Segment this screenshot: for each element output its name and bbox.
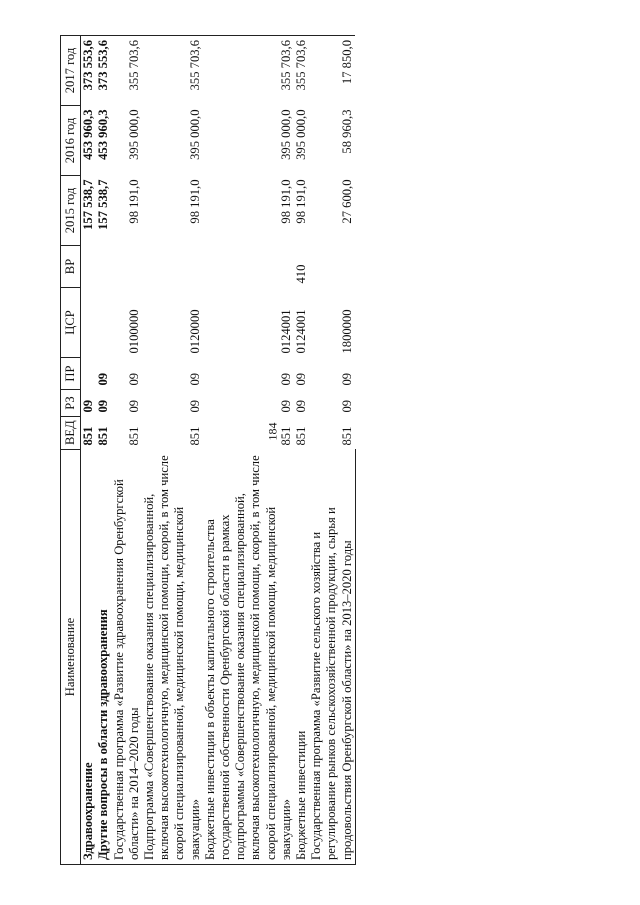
row-name: Бюджетные инвестиции в объекты капитального строительства государственной собственности Оренбургской области в рамках подпрограммы «Совершенствование оказания специализированной, включая высокотехнологичную, медицинской помощи, скорой, в том числе скорой специализированной, медицинской помощи, медицинской эвакуации» <box>203 450 294 865</box>
table-row <box>294 36 309 865</box>
row-rz: 09 <box>96 399 111 413</box>
header-name: Наименование <box>61 450 81 865</box>
row-2017: 373 553,6 <box>81 36 97 106</box>
row-pr: 09 <box>96 372 111 386</box>
row-rz: 09 <box>278 399 293 413</box>
row-vr <box>112 246 142 288</box>
header-ved: ВЕД <box>61 417 81 450</box>
row-2015: 27 600,0 <box>340 179 355 224</box>
row-pr: 09 <box>126 372 141 386</box>
row-name: Здравоохранение <box>81 450 97 865</box>
row-2016: 453 960,3 <box>96 109 111 160</box>
header-rz: РЗ <box>61 390 81 417</box>
row-name: Государственная программа «Развитие сельского хозяйства и регулирование рынков сельскохозяйственной продукции, сырья и продовольствия Оренбургской области» на 2013–2020 годы <box>309 450 355 865</box>
row-rz: 09 <box>126 399 141 413</box>
row-csr: 1800000 <box>340 309 355 354</box>
row-2017: 17 850,0 <box>309 36 355 106</box>
row-2016: 58 960,3 <box>340 109 355 154</box>
row-name: Бюджетные инвестиции <box>294 450 309 865</box>
row-2016: 395 000,0 <box>294 109 309 160</box>
row-2015: 98 191,0 <box>187 179 202 224</box>
table-row <box>96 36 111 865</box>
row-csr: 0120000 <box>187 309 202 354</box>
row-pr <box>81 358 97 390</box>
row-ved: 851 <box>81 426 96 446</box>
page-number: 184 <box>265 422 280 441</box>
row-2015: 98 191,0 <box>294 179 309 224</box>
row-csr: 0100000 <box>126 309 141 354</box>
row-ved: 851 <box>187 426 202 446</box>
row-vr <box>203 246 294 288</box>
row-2016: 453 960,3 <box>81 109 96 160</box>
header-2016: 2016 год <box>61 106 81 176</box>
table-header-row <box>61 36 81 865</box>
row-2015: 98 191,0 <box>126 179 141 224</box>
row-rz: 09 <box>81 399 96 413</box>
row-csr: 0124001 <box>294 309 309 354</box>
header-2017: 2017 год <box>61 36 81 106</box>
row-rz: 09 <box>340 399 355 413</box>
row-2015: 157 538,7 <box>96 179 111 230</box>
row-vr <box>309 246 355 288</box>
row-pr: 09 <box>340 372 355 386</box>
row-pr: 09 <box>278 372 293 386</box>
row-rz: 09 <box>294 399 309 413</box>
row-rz: 09 <box>187 399 202 413</box>
budget-table <box>60 35 356 865</box>
row-vr: 410 <box>294 264 309 284</box>
row-pr: 09 <box>187 372 202 386</box>
header-pr: ПР <box>61 358 81 390</box>
row-vr <box>81 246 97 288</box>
row-ved: 851 <box>294 426 309 446</box>
row-name: Другие вопросы в области здравоохранения <box>96 450 111 865</box>
header-vr: ВР <box>61 246 81 288</box>
rotated-table-wrapper <box>60 35 620 865</box>
row-csr: 0124001 <box>278 309 293 354</box>
row-2015: 98 191,0 <box>278 179 293 224</box>
row-2016: 395 000,0 <box>126 109 141 160</box>
row-ved: 851 <box>126 426 141 446</box>
table-row <box>112 36 142 865</box>
header-csr: ЦСР <box>61 288 81 358</box>
row-2017: 355 703,6 <box>203 36 294 106</box>
row-ved: 851 <box>96 426 111 446</box>
row-ved: 851 <box>278 426 293 446</box>
row-vr <box>142 246 203 288</box>
row-pr: 09 <box>294 372 309 386</box>
row-2015: 157 538,7 <box>81 179 96 230</box>
row-name: Государственная программа «Развитие здравоохранения Оренбургской области» на 2014–2020 годы <box>112 450 142 865</box>
table-row <box>309 36 355 865</box>
row-2017: 355 703,6 <box>112 36 142 106</box>
header-2015: 2015 год <box>61 176 81 246</box>
row-csr <box>81 288 97 358</box>
row-csr <box>96 288 111 358</box>
row-vr <box>96 246 111 288</box>
row-2017: 355 703,6 <box>294 36 309 106</box>
row-2017: 355 703,6 <box>142 36 203 106</box>
row-2017: 373 553,6 <box>96 36 111 106</box>
row-name: Подпрограмма «Совершенствование оказания специализированной, включая высокотехнологичную, медицинской помощи, скорой, в том числе скорой специализированной, медицинской помощи, медицинской эвакуации» <box>142 450 203 865</box>
row-2016: 395 000,0 <box>278 109 293 160</box>
table-row <box>142 36 203 865</box>
row-ved: 851 <box>340 426 355 446</box>
table-row <box>81 36 97 865</box>
table-row <box>203 36 294 865</box>
row-2016: 395 000,0 <box>187 109 202 160</box>
